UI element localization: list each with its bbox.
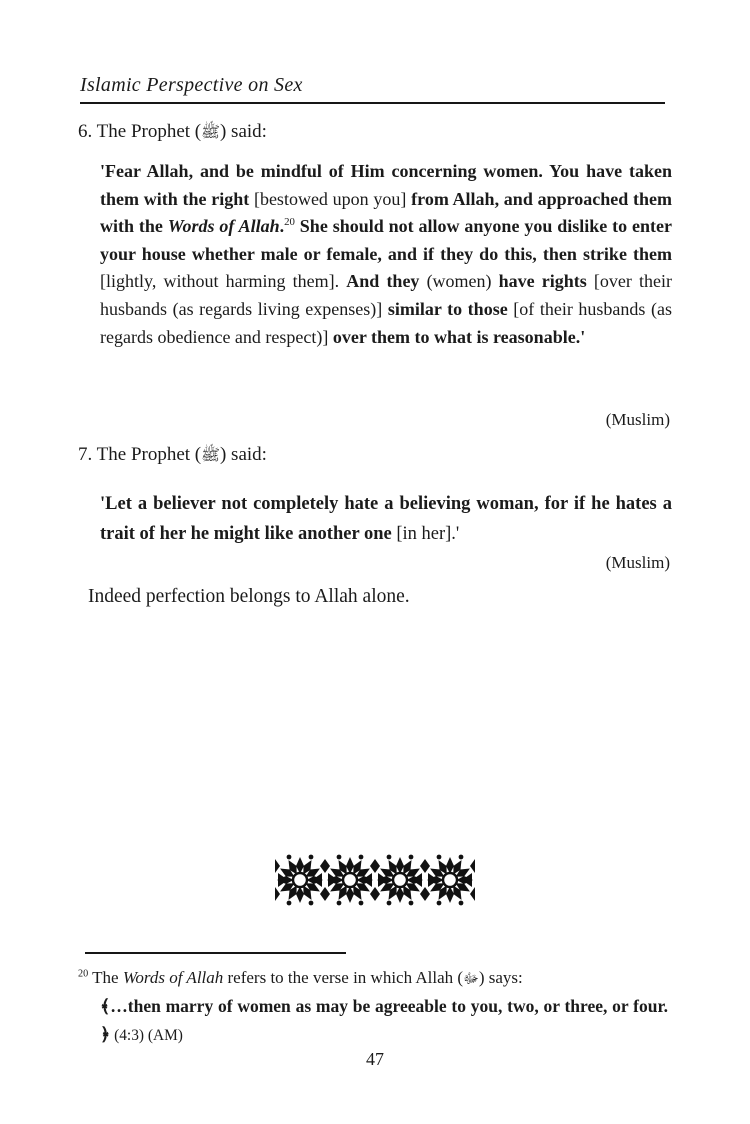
islamic-geometric-ornament-icon [275,851,475,909]
footnote-20-verse: ﴾…then marry of women as may be agreeable to you, two, or three, or four.﴿ (4:3) (AM) [100,996,668,1044]
running-header: Islamic Perspective on Sex [80,74,665,104]
footnote-20: $^{20}$ The Words of Allah refers to the verse in which Allah (ﷻ) says: [78,968,523,987]
footnote-separator-rule [85,952,346,954]
hadith-6-heading: 6. The Prophet (ﷺ) said: [78,121,267,142]
closing-line: Indeed perfection belongs to Allah alone. [88,586,410,607]
hadith-7-heading: 7. The Prophet (ﷺ) said: [78,444,267,465]
hadith-7-quote: 'Let a believer not completely hate a believing woman, for if he hates a trait of her he might like another one [in her].' [100,494,672,544]
hadith-6-attribution: (Muslim) [605,410,670,429]
hadith-6-quote: 'Fear Allah, and be mindful of Him concerning women. You have taken them with the right [bestowed upon you] from Allah, and approached them with the Words of Allah.$^{20}$ She should not allow anyone you dislike to enter your house whether male or female, and if they do this, then strike them [lightly, without harming them]. And they (women) have rights [over their husbands (as regards living expenses)] similar to those [of their husbands (as regards obedience and respect)] over them to what is reasonable.' [100,161,673,347]
hadith-7-attribution: (Muslim) [605,553,670,572]
page-number: 47 [366,1049,384,1069]
